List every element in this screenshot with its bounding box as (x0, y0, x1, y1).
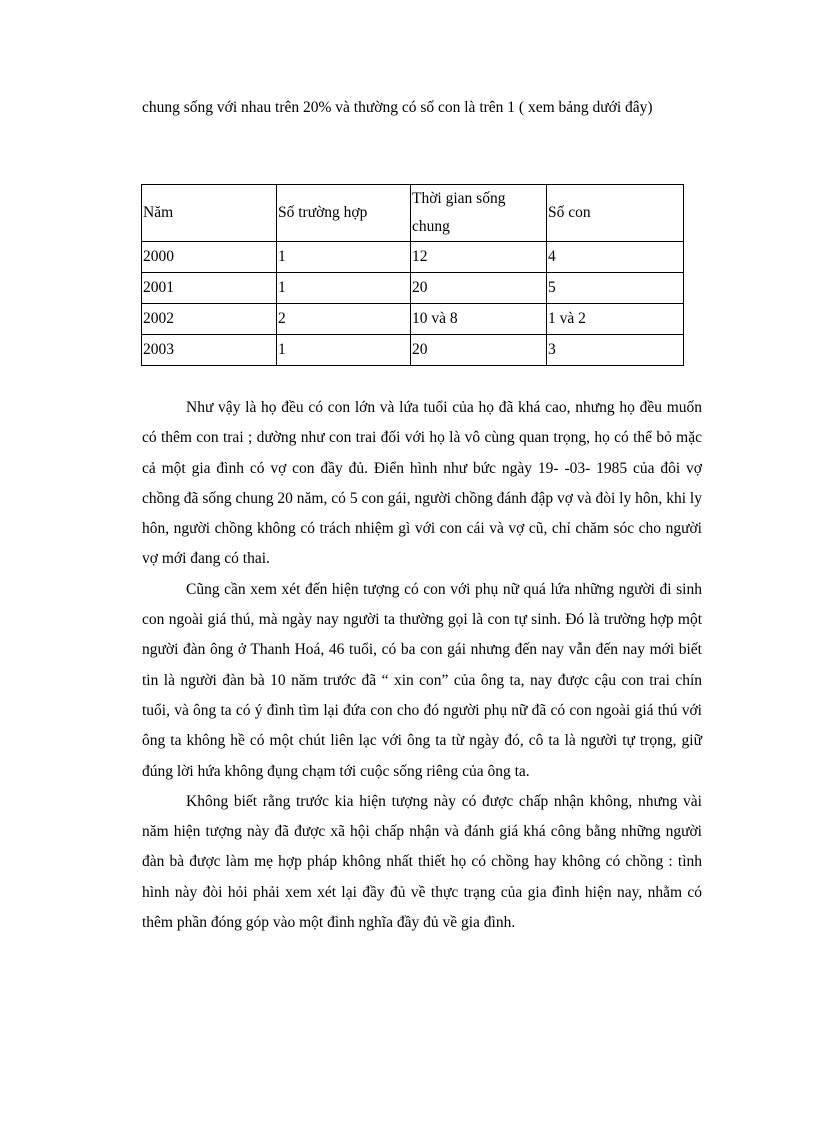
header-cases: Số trường hợp (277, 185, 411, 242)
table-cell: 2 (277, 304, 411, 335)
table-cell: 2001 (142, 273, 277, 304)
intro-paragraph: chung sống với nhau trên 20% và thường có số con là trên 1 ( xem bảng dưới đây) (142, 99, 653, 116)
table-cell: 20 (411, 273, 547, 304)
header-cohabitation-time: Thời gian sống chung (411, 185, 547, 242)
statistics-table (141, 184, 684, 366)
table-cell: 20 (411, 335, 547, 366)
header-year: Năm (142, 185, 277, 242)
table-cell: 10 và 8 (411, 304, 547, 335)
table-row (142, 273, 684, 304)
table-cell: 5 (547, 273, 684, 304)
body-paragraph: Như vậy là họ đều có con lớn và lứa tuổi của họ đã khá cao, nhưng họ đều muốn có thêm con trai ; dường như con trai đối với họ là vô cùng quan trọng, họ có thể bỏ mặc cả một gia đình có vợ con đầy đủ. Điển hình như bức ngày 19- -03- 1985 của đôi vợ chồng đã sống chung 20 năm, có 5 con gái, người chồng đánh đập vợ và đòi ly hôn, khi ly hôn, người chồng không có trách nhiệm gì với con cái và vợ cũ, chỉ chăm sóc cho người vợ mới đang có thai. (142, 399, 702, 568)
table-cell: 2003 (142, 335, 277, 366)
table-cell: 1 và 2 (547, 304, 684, 335)
table-cell: 1 (277, 273, 411, 304)
table-cell: 1 (277, 335, 411, 366)
table-header-row (142, 185, 684, 242)
body-paragraph: Cũng cần xem xét đến hiện tượng có con với phụ nữ quá lứa những người đi sinh con ngoài giá thú, mà ngày nay người ta thường gọi là con tự sinh. Đó là trường hợp một người đàn ông ở Thanh Hoá, 46 tuổi, có ba con gái nhưng đến nay vẫn đến nay mới biết tin là người đàn bà 10 năm trước đã “ xin con” của ông ta, nay được cậu con trai chín tuổi, và ông ta có ý đình tìm lại đứa con cho đó người phụ nữ đã có con ngoài giá thú với ông ta không hề có một chút liên lạc với ông ta từ ngày đó, cô ta là người tự trọng, giữ đúng lời hứa không đụng chạm tới cuộc sống riêng của ông ta. (142, 580, 702, 780)
table-row (142, 335, 684, 366)
table-row (142, 242, 684, 273)
table-cell: 2000 (142, 242, 277, 273)
table-cell: 1 (277, 242, 411, 273)
table-cell: 3 (547, 335, 684, 366)
body-paragraph: Không biết rằng trước kia hiện tượng này có được chấp nhận không, nhưng vài năm hiện tượng này đã được xã hội chấp nhận và đánh giá khá công bằng những người đàn bà được làm mẹ hợp pháp không nhất thiết họ có chồng hay không có chồng : tình hình này đòi hỏi phải xem xét lại đầy đủ về thực trạng của gia đình hiện nay, nhằm có thêm phần đóng góp vào một đình nghĩa đầy đủ về gia đình. (142, 792, 702, 932)
header-children: Số con (547, 185, 684, 242)
table-cell: 2002 (142, 304, 277, 335)
body-text (142, 393, 702, 938)
table-cell: 4 (547, 242, 684, 273)
table-row (142, 304, 684, 335)
table-cell: 12 (411, 242, 547, 273)
